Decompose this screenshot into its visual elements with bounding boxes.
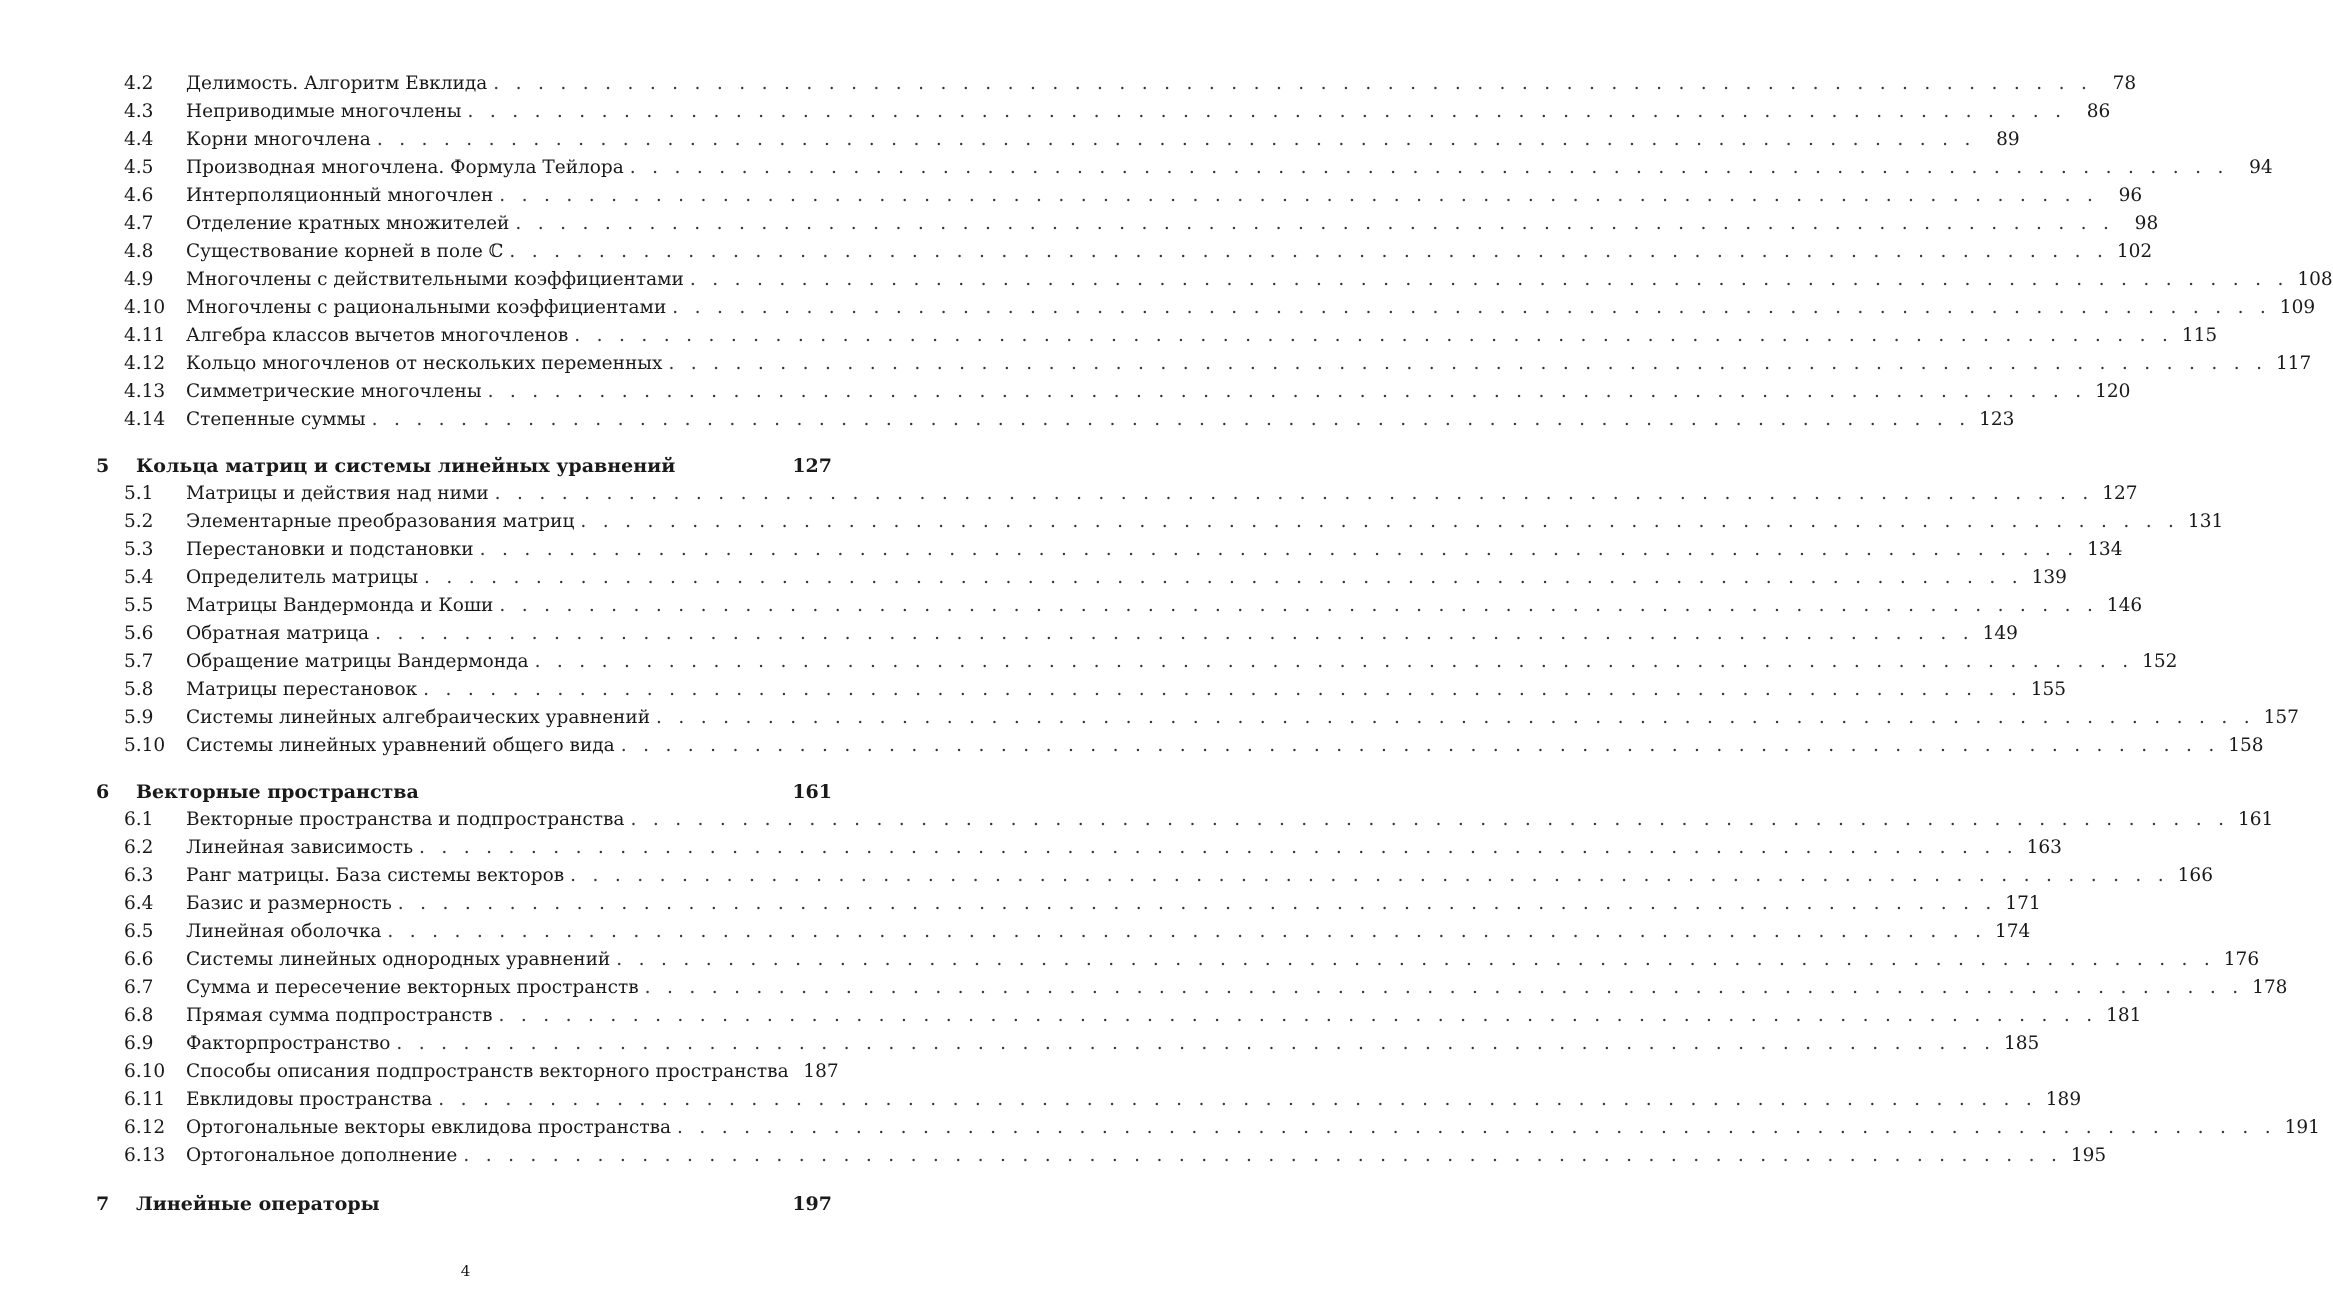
section-title: Способы описания подпространств векторного пространства xyxy=(186,1061,789,1082)
toc-section-4-13[interactable] xyxy=(96,378,2131,406)
section-title: Многочлены с действительными коэффициентами xyxy=(186,269,684,290)
section-page: 139 xyxy=(2031,567,2067,588)
toc-section-6-4[interactable] xyxy=(96,890,2041,918)
section-page: 178 xyxy=(2252,977,2288,998)
section-page: 152 xyxy=(2142,651,2178,672)
toc-section-6-8[interactable] xyxy=(96,1002,2142,1030)
toc-section-4-12[interactable] xyxy=(96,350,2312,378)
section-page: 171 xyxy=(2005,893,2041,914)
section-title: Симметрические многочлены xyxy=(186,381,482,402)
section-title: Факторпространство xyxy=(186,1033,391,1054)
section-number: 6.1 xyxy=(124,809,154,830)
section-number: 4.3 xyxy=(124,101,154,122)
dot-leader: . . . . . . . . . . . . . . . . . . . . . . . . . . . . . . . . . . . . . . . . . . . . . . . . . . . . . . . . . . . . . . . . . . . . . . . . xyxy=(479,539,2079,560)
chapter-page: 197 xyxy=(792,1193,832,1215)
toc-chapter-7[interactable] xyxy=(96,1190,832,1218)
section-number: 5.7 xyxy=(124,651,154,672)
section-number: 4.8 xyxy=(124,241,154,262)
toc-section-6-1[interactable] xyxy=(96,806,2274,834)
section-number: 6.2 xyxy=(124,837,154,858)
section-title: Делимость. Алгоритм Евклида xyxy=(186,73,488,94)
toc-section-5-9[interactable] xyxy=(96,704,2299,732)
toc-section-5-8[interactable] xyxy=(96,676,2066,704)
toc-section-6-2[interactable] xyxy=(96,834,2062,862)
section-number: 5.6 xyxy=(124,623,154,644)
dot-leader: . . . . . . . . . . . . . . . . . . . . . . . . . . . . . . . . . . . . . . . . . . . . . . . . . . . . . . . . . . . . . . . . . . . . . . . . xyxy=(668,353,2268,374)
toc-section-5-3[interactable] xyxy=(96,536,2123,564)
section-number: 4.5 xyxy=(124,157,154,178)
section-page: 174 xyxy=(1994,921,2031,942)
section-number: 5.9 xyxy=(124,707,154,728)
section-title: Евклидовы пространства xyxy=(186,1089,433,1110)
section-page: 161 xyxy=(2237,809,2274,830)
section-title: Линейная оболочка xyxy=(186,921,382,942)
chapter-title: Кольца матриц и системы линейных уравнений xyxy=(136,455,676,477)
section-title: Обращение матрицы Вандермонда xyxy=(186,651,529,672)
section-page: 176 xyxy=(2223,949,2260,970)
section-title: Элементарные преобразования матриц xyxy=(186,511,575,532)
dot-leader: . . . . . . . . . . . . . . . . . . . . . . . . . . . . . . . . . . . . . . . . . . . . . . . . . . . . . . . . . . . . . . . . . . . . . . . . xyxy=(375,623,1974,644)
section-number: 5.3 xyxy=(124,539,154,560)
chapter-page: 127 xyxy=(792,455,832,477)
toc-section-5-5[interactable] xyxy=(96,592,2143,620)
section-page: 89 xyxy=(1996,129,2020,150)
section-page: 109 xyxy=(2279,297,2316,318)
section-page: 191 xyxy=(2284,1117,2320,1138)
section-page: 134 xyxy=(2087,539,2123,560)
section-page: 195 xyxy=(2070,1145,2107,1166)
dot-leader: . . . . . . . . . . . . . . . . . . . . . . . . . . . . . . . . . . . . . . . . . . . . . . . . . . . . . . . . . . . . . . . . . . . . . . . . xyxy=(616,949,2216,970)
dot-leader: . . . . . . . . . . . . . . . . . . . . . . . . . . . . . . . . . . . . . . . . . . . . . . . . . . . . . . . . . . . . . . . . . . . . . . . . xyxy=(644,977,2244,998)
chapter-title: Векторные пространства xyxy=(136,781,419,803)
chapter-page: 161 xyxy=(792,781,832,803)
dot-leader: . . . . . . . . . . . . . . . . . . . . . . . . . . . . . . . . . . . . . . . . . . . . . . . . . . . . . . . . . . . . . . . . . . . . . . . . xyxy=(499,185,2099,206)
section-title: Базис и размерность xyxy=(186,893,392,914)
dot-leader: . . . . . . . . . . . . . . . . . . . . . . . . . . . . . . . . . . . . . . . . . . . . . . . . . . . . . . . . . . . . . . . . . . . . . . . . xyxy=(498,1005,2098,1026)
section-page: 78 xyxy=(2112,73,2137,94)
dot-leader: . . . . . . . . . . . . . . . . . . . . . . . . . . . . . . . . . . . . . . . . . . . . . . . . . . . . . . . . . . . . . . . . . . . . . . . . xyxy=(493,73,2093,94)
section-number: 4.10 xyxy=(124,297,166,318)
section-title: Матрицы Вандермонда и Коши xyxy=(186,595,494,616)
toc-section-5-6[interactable] xyxy=(96,620,2018,648)
dot-leader: . . . . . . . . . . . . . . . . . . . . . . . . . . . . . . . . . . . . . . . . . . . . . . . . . . . . . . . . . . . . . . . . . . . . . . . . xyxy=(580,511,2180,532)
section-number: 6.12 xyxy=(124,1117,166,1138)
dot-leader: . . . . . . . . . . . . . . . . . . . . . . . . . . . . . . . . . . . . . . . . . . . . . . . . . . . . . . . . . . . . . . . . . . . . . . . . xyxy=(672,297,2272,318)
toc-section-6-5[interactable] xyxy=(96,918,2031,946)
toc-section-4-6[interactable] xyxy=(96,182,2143,210)
toc-section-5-10[interactable] xyxy=(96,732,2264,760)
toc-section-6-7[interactable] xyxy=(96,974,2288,1002)
section-title: Определитель матрицы xyxy=(186,567,419,588)
section-page: 108 xyxy=(2297,269,2333,290)
chapter-title: Линейные операторы xyxy=(136,1193,380,1215)
section-title: Матрицы и действия над ними xyxy=(186,483,489,504)
toc-section-4-5[interactable] xyxy=(96,154,2273,182)
section-number: 5.5 xyxy=(124,595,154,616)
section-title: Сумма и пересечение векторных пространств xyxy=(186,977,639,998)
dot-leader: . . . . . . . . . . . . . . . . . . . . . . . . . . . . . . . . . . . . . . . . . . . . . . . . . . . . . . . . . . . . . . . . . . . . . . . . xyxy=(387,921,1987,942)
section-title: Прямая сумма подпространств xyxy=(186,1005,493,1026)
section-number: 6.5 xyxy=(124,921,154,942)
toc-section-6-11[interactable] xyxy=(96,1086,2082,1114)
section-number: 6.3 xyxy=(124,865,154,886)
dot-leader: . . . . . . . . . . . . . . . . . . . . . . . . . . . . . . . . . . . . . . . . . . . . . . . . . . . . . . . . . . . . . . . . . . . . . . . . xyxy=(463,1145,2063,1166)
section-title: Интерполяционный многочлен xyxy=(186,185,494,206)
section-title: Векторные пространства и подпространства xyxy=(186,809,625,830)
dot-leader: . . . . . . . . . . . . . . . . . . . . . . . . . . . . . . . . . . . . . . . . . . . . . . . . . . . . . . . . . . . . . . . . . . . . . . . . xyxy=(656,707,2255,728)
section-title: Неприводимые многочлены xyxy=(186,101,462,122)
chapter-number: 7 xyxy=(96,1193,110,1215)
section-page: 120 xyxy=(2095,381,2131,402)
dot-leader: . . . . . . . . . . . . . . . . . . . . . . . . . . . . . . . . . . . . . . . . . . . . . . . . . . . . . . . . . . . . . . . . . . . . . . . . xyxy=(371,409,1971,430)
section-page: 102 xyxy=(2116,241,2153,262)
toc-section-4-3[interactable] xyxy=(96,98,2111,126)
section-number: 6.8 xyxy=(124,1005,154,1026)
dot-leader: . . . . . . . . . . . . . . . . . . . . . . . . . . . . . . . . . . . . . . . . . . . . . . . . . . . . . . . . . . . . . . . . . . . . . . . . xyxy=(570,865,2169,886)
dot-leader: . . . . . . . . . . . . . . . . . . . . . . . . . . . . . . . . . . . . . . . . . . . . . . . . . . . . . . . . . . . . . . . . . . . . . . . . xyxy=(629,157,2229,178)
section-number: 4.12 xyxy=(124,353,166,374)
section-page: 163 xyxy=(2026,837,2062,858)
dot-leader: . . . . . . . . . . . . . . . . . . . . . . . . . . . . . . . . . . . . . . . . . . . . . . . . . . . . . . . . . . . . . . . . . . . . . . . . xyxy=(397,893,1997,914)
toc-chapter-6[interactable] xyxy=(96,778,832,806)
section-number: 6.9 xyxy=(124,1033,154,1054)
dot-leader: . . . . . . . . . . . . . . . . . . . . . . . . . . . . . . . . . . . . . . . . . . . . . . . . . . . . . . . . . . . . . . . . . . . . . . . . xyxy=(499,595,2099,616)
section-title: Степенные суммы xyxy=(186,409,366,430)
toc-section-5-7[interactable] xyxy=(96,648,2178,676)
toc-section-6-13[interactable] xyxy=(96,1142,2107,1170)
toc-section-4-11[interactable] xyxy=(96,322,2218,350)
table-of-contents xyxy=(96,70,2333,1218)
section-number: 6.13 xyxy=(124,1145,166,1166)
toc-section-4-9[interactable] xyxy=(96,266,2333,294)
section-page: 189 xyxy=(2045,1089,2082,1110)
section-page: 131 xyxy=(2187,511,2224,532)
section-page: 155 xyxy=(2030,679,2066,700)
section-number: 5.4 xyxy=(124,567,154,588)
toc-section-4-7[interactable] xyxy=(96,210,2159,238)
toc-section-6-9[interactable] xyxy=(96,1030,2040,1058)
section-page: 98 xyxy=(2134,213,2159,234)
section-page: 157 xyxy=(2263,707,2299,728)
dot-leader: . . . . . . . . . . . . . . . . . . . . . . . . . . . . . . . . . . . . . . . . . . . . . . . . . . . . . . . . . . . . . . . . . . . . . . . . xyxy=(534,651,2134,672)
section-page: 158 xyxy=(2228,735,2264,756)
section-number: 4.7 xyxy=(124,213,154,234)
dot-leader: . . . . . . . . . . . . . . . . . . . . . . . . . . . . . . . . . . . . . . . . . . . . . . . . . . . . . . . . . . . . . . . . . . . . . . . . xyxy=(574,325,2174,346)
toc-section-5-1[interactable] xyxy=(96,480,2138,508)
section-title: Существование корней в поле ℂ xyxy=(186,241,504,262)
section-title: Ортогональное дополнение xyxy=(186,1145,458,1166)
section-title: Многочлены с рациональными коэффициентами xyxy=(186,297,667,318)
dot-leader: . . . . . . . . . . . . . . . . . . . . . . . . . . . . . . . . . . . . . . . . . . . . . . . . . . . . . . . . . . . . . . . . . . . . . . . . xyxy=(438,1089,2038,1110)
section-title: Производная многочлена. Формула Тейлора xyxy=(186,157,624,178)
section-title: Матрицы перестановок xyxy=(186,679,418,700)
section-page: 181 xyxy=(2106,1005,2142,1026)
section-title: Алгебра классов вычетов многочленов xyxy=(186,325,569,346)
dot-leader: . . . . . . . . . . . . . . . . . . . . . . . . . . . . . . . . . . . . . . . . . . . . . . . . . . . . . . . . . . . . . . . . . . . . . . . . xyxy=(494,483,2094,504)
dot-leader: . . . . . . . . . . . . . . . . . . . . . . . . . . . . . . . . . . . . . . . . . . . . . . . . . . . . . . . . . . . . . . . . . . . . . . . . xyxy=(515,213,2115,234)
section-title: Корни многочлена xyxy=(186,129,371,150)
section-number: 4.4 xyxy=(124,129,154,150)
chapter-number: 6 xyxy=(96,781,110,803)
section-title: Линейная зависимость xyxy=(186,837,414,858)
section-page: 149 xyxy=(1982,623,2018,644)
section-title: Системы линейных однородных уравнений xyxy=(186,949,611,970)
section-page: 115 xyxy=(2181,325,2218,346)
toc-section-4-2[interactable] xyxy=(96,70,2137,98)
section-title: Системы линейных уравнений общего вида xyxy=(186,735,615,756)
section-page: 96 xyxy=(2118,185,2143,206)
toc-section-5-2[interactable] xyxy=(96,508,2224,536)
toc-section-4-10[interactable] xyxy=(96,294,2316,322)
toc-section-4-14[interactable] xyxy=(96,406,2015,434)
section-page: 94 xyxy=(2249,157,2273,178)
section-page: 146 xyxy=(2106,595,2143,616)
section-number: 4.2 xyxy=(124,73,154,94)
toc-section-4-4[interactable] xyxy=(96,126,2020,154)
section-number: 6.4 xyxy=(124,893,154,914)
toc-chapter-5[interactable] xyxy=(96,452,832,480)
section-page: 166 xyxy=(2177,865,2213,886)
section-title: Перестановки и подстановки xyxy=(186,539,474,560)
section-number: 5.1 xyxy=(124,483,154,504)
dot-leader: . . . . . . . . . . . . . . . . . . . . . . . . . . . . . . . . . . . . . . . . . . . . . . . . . . . . . . . . . . . . . . . . . . . . . . . . xyxy=(620,735,2220,756)
section-page: 127 xyxy=(2102,483,2138,504)
section-number: 4.11 xyxy=(124,325,166,346)
dot-leader: . . . . . . . . . . . . . . . . . . . . . . . . . . . . . . . . . . . . . . . . . . . . . . . . . . . . . . . . . . . . . . . . . . . . . . . . xyxy=(509,241,2109,262)
section-number: 4.14 xyxy=(124,409,166,430)
dot-leader: . . . . . . . . . . . . . . . . . . . . . . . . . . . . . . . . . . . . . . . . . . . . . . . . . . . . . . . . . . . . . . . . . . . . . . . . xyxy=(467,101,2067,122)
section-title: Обратная матрица xyxy=(186,623,370,644)
toc-section-6-12[interactable] xyxy=(96,1114,2320,1142)
section-number: 5.8 xyxy=(124,679,154,700)
dot-leader: . . . . . . . . . . . . . . . . . . . . . . . . . . . . . . . . . . . . . . . . . . . . . . . . . . . . . . . . . . . . . . . . . . . . . . . . xyxy=(424,567,2023,588)
dot-leader: . . . . . . . . . . . . . . . . . . . . . . . . . . . . . . . . . . . . . . . . . . . . . . . . . . . . . . . . . . . . . . . . . . . . . . . . xyxy=(419,837,2018,858)
section-number: 4.9 xyxy=(124,269,154,290)
section-title: Ранг матрицы. База системы векторов xyxy=(186,865,565,886)
dot-leader: . . . . . . . . . . . . . . . . . . . . . . . . . . . . . . . . . . . . . . . . . . . . . . . . . . . . . . . . . . . . . . . . . . . . . . . . xyxy=(689,269,2289,290)
chapter-number: 5 xyxy=(96,455,110,477)
section-number: 6.6 xyxy=(124,949,154,970)
section-title: Кольцо многочленов от нескольких переменных xyxy=(186,353,663,374)
toc-section-6-10[interactable] xyxy=(96,1058,839,1086)
section-number: 4.6 xyxy=(124,185,154,206)
section-page: 187 xyxy=(803,1061,839,1082)
section-number: 6.10 xyxy=(124,1061,166,1082)
section-title: Системы линейных алгебраических уравнений xyxy=(186,707,651,728)
toc-section-6-6[interactable] xyxy=(96,946,2260,974)
dot-leader: . . . . . . . . . . . . . . . . . . . . . . . . . . . . . . . . . . . . . . . . . . . . . . . . . . . . . . . . . . . . . . . . . . . . . . . . xyxy=(376,129,1976,150)
dot-leader: . . . . . . . . . . . . . . . . . . . . . . . . . . . . . . . . . . . . . . . . . . . . . . . . . . . . . . . . . . . . . . . . . . . . . . . . xyxy=(487,381,2087,402)
section-number: 5.10 xyxy=(124,735,166,756)
dot-leader: . . . . . . . . . . . . . . . . . . . . . . . . . . . . . . . . . . . . . . . . . . . . . . . . . . . . . . . . . . . . . . . . . . . . . . . . xyxy=(423,679,2022,700)
page-number: 4 xyxy=(460,1262,471,1280)
toc-section-6-3[interactable] xyxy=(96,862,2213,890)
section-title: Ортогональные векторы евклидова пространства xyxy=(186,1117,672,1138)
section-number: 4.13 xyxy=(124,381,166,402)
section-number: 6.7 xyxy=(124,977,154,998)
section-page: 86 xyxy=(2086,101,2111,122)
dot-leader: . . . . . . . . . . . . . . . . . . . . . . . . . . . . . . . . . . . . . . . . . . . . . . . . . . . . . . . . . . . . . . . . . . . . . . . . xyxy=(677,1117,2276,1138)
section-page: 123 xyxy=(1979,409,2015,430)
section-page: 185 xyxy=(2003,1033,2040,1054)
dot-leader: . . . . . . . . . . . . . . . . . . . . . . . . . . . . . . . . . . . . . . . . . . . . . . . . . . . . . . . . . . . . . . . . . . . . . . . . xyxy=(396,1033,1996,1054)
section-number: 5.2 xyxy=(124,511,154,532)
toc-section-4-8[interactable] xyxy=(96,238,2153,266)
section-page: 117 xyxy=(2275,353,2312,374)
section-title: Отделение кратных множителей xyxy=(186,213,510,234)
dot-leader: . . . . . . . . . . . . . . . . . . . . . . . . . . . . . . . . . . . . . . . . . . . . . . . . . . . . . . . . . . . . . . . . . . . . . . . . xyxy=(630,809,2230,830)
toc-section-5-4[interactable] xyxy=(96,564,2067,592)
section-number: 6.11 xyxy=(124,1089,166,1110)
